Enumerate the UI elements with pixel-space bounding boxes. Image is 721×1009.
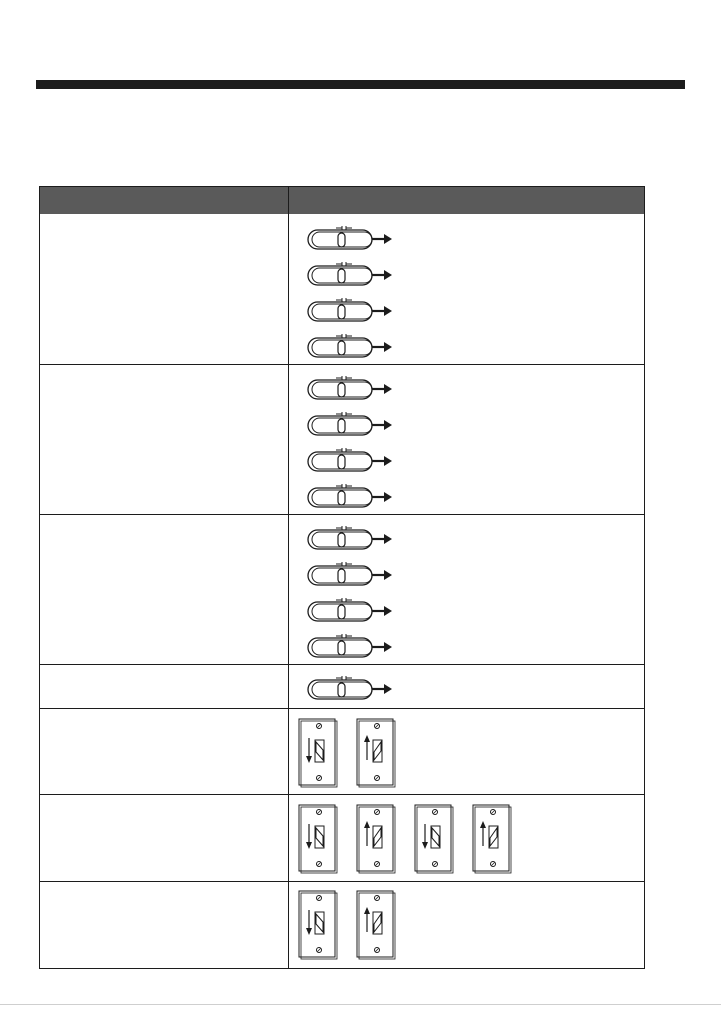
- row-divider: [40, 514, 644, 515]
- row-divider: [40, 794, 644, 795]
- rocker-switch-down-icon: [298, 890, 338, 965]
- row-divider: [40, 881, 644, 882]
- column-divider: [288, 187, 289, 968]
- slide-switch-icon: [302, 483, 394, 514]
- slide-switch-icon: [302, 561, 394, 592]
- slide-switch-icon: [302, 411, 394, 442]
- table-header: [40, 187, 644, 214]
- slide-switch-icon: [302, 525, 394, 556]
- rocker-switch-up-icon: [356, 804, 396, 879]
- slide-switch-icon: [302, 597, 394, 628]
- slide-switch-icon: [302, 261, 394, 292]
- slide-switch-icon: [302, 675, 394, 706]
- slide-switch-icon: [302, 633, 394, 664]
- header-cell-1: [40, 187, 288, 214]
- row-divider: [40, 364, 644, 365]
- page-edge: [0, 1004, 721, 1005]
- rocker-switch-up-icon: [356, 718, 396, 793]
- header-cell-2: [289, 187, 646, 214]
- switch-table: [39, 186, 645, 969]
- rocker-switch-down-icon: [298, 718, 338, 793]
- row-divider: [40, 708, 644, 709]
- rocker-switch-up-icon: [356, 890, 396, 965]
- rocker-switch-down-icon: [298, 804, 338, 879]
- slide-switch-icon: [302, 297, 394, 328]
- row-divider: [40, 664, 644, 665]
- top-rule: [36, 80, 685, 89]
- rocker-switch-down-icon: [414, 804, 454, 879]
- slide-switch-icon: [302, 333, 394, 364]
- slide-switch-icon: [302, 447, 394, 478]
- rocker-switch-up-icon: [472, 804, 512, 879]
- slide-switch-icon: [302, 375, 394, 406]
- slide-switch-icon: [302, 225, 394, 256]
